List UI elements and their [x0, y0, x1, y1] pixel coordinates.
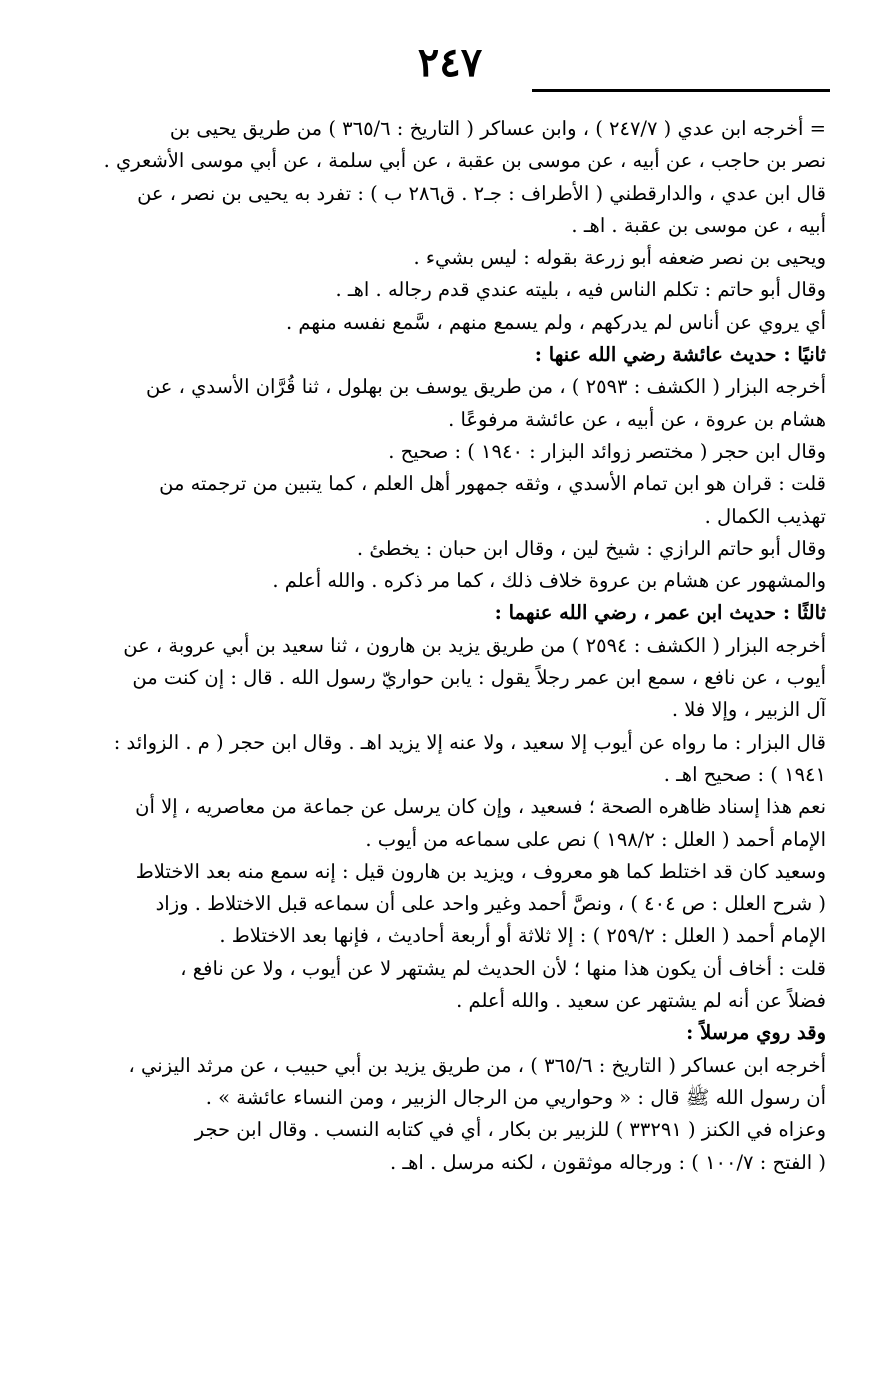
text-line: أي يروي عن أناس لم يدركهم ، ولم يسمع منهم ، سَّمع نفسه منهم .	[286, 310, 826, 334]
text-line: قلت : أخاف أن يكون هذا منها ؛ لأن الحديث لم يشتهر لا عن أيوب ، ولا عن نافع ،	[180, 956, 826, 980]
text-line: تهذيب الكمال .	[704, 504, 826, 528]
text-line: قال البزار : ما رواه عن أيوب إلا سعيد ، ولا عنه إلا يزيد اهـ . وقال ابن حجر ( م . الزوائد :	[113, 730, 826, 754]
text-line: قال ابن عدي ، والدارقطني ( الأطراف : جـ٢ . ق٢٨٦ ب ) : تفرد به يحيى بن نصر ، عن	[137, 181, 826, 205]
text-line: فضلاً عن أنه لم يشتهر عن سعيد . والله أعلم .	[456, 989, 826, 1013]
text-line: وقال أبو حاتم الرازي : شيخ لين ، وقال ابن حبان : يخطئ .	[356, 536, 826, 560]
text-line: نصر بن حاجب ، عن أبيه ، عن موسى بن عقبة ، عن أبي سلمة ، عن أبي موسى الأشعري .	[103, 149, 826, 173]
text-line: قلت : قران هو ابن تمام الأسدي ، وثقه جمهور أهل العلم ، كما يتبين من ترجمته من	[159, 472, 826, 496]
text-line: ويحيى بن نصر ضعفه أبو زرعة بقوله : ليس بشيء .	[413, 246, 826, 270]
text-line: = أخرجه ابن عدي ( ٢٤٧/٧ ) ، وابن عساكر ( التاريخ : ٣٦٥/٦ ) من طريق يحيى بن	[169, 117, 826, 140]
text-line: أخرجه البزار ( الكشف : ٢٥٩٤ ) من طريق يزيد بن هارون ، ثنا سعيد بن أبي عروبة ، عن	[123, 633, 826, 657]
text-line: أخرجه البزار ( الكشف : ٢٥٩٣ ) ، من طريق يوسف بن بهلول ، ثنا قُرَّان الأسدي ، عن	[145, 375, 826, 399]
text-line: الإمام أحمد ( العلل : ٢٥٩/٢ ) : إلا ثلاثة أو أربعة أحاديث ، فإنها بعد الاختلاط .	[219, 924, 826, 948]
text-line: أخرجه ابن عساكر ( التاريخ : ٣٦٥/٦ ) ، من طريق يزيد بن أبي حبيب ، عن مرثد اليزني ،	[128, 1053, 826, 1077]
text-line: آل الزبير ، وإلا فلا .	[671, 698, 826, 722]
section-heading: وقد روي مرسلاً :	[686, 1021, 826, 1045]
text-line: الإمام أحمد ( العلل : ١٩٨/٢ ) نص على سماعه من أيوب .	[365, 827, 826, 851]
header-rule	[532, 89, 830, 92]
text-line: والمشهور عن هشام بن عروة خلاف ذلك ، كما مر ذكره . والله أعلم .	[272, 569, 826, 593]
text-line: وقال ابن حجر ( مختصر زوائد البزار : ١٩٤٠ ) : صحيح .	[388, 439, 826, 463]
text-line: وقال أبو حاتم : تكلم الناس فيه ، بليته عندي قدم رجاله . اهـ .	[335, 278, 826, 302]
text-line: أبيه ، عن موسى بن عقبة . اهـ .	[571, 213, 826, 237]
section-heading: ثانيًا : حديث عائشة رضي الله عنها :	[534, 343, 826, 367]
text-line: نعم هذا إسناد ظاهره الصحة ؛ فسعيد ، وإن كان يرسل عن جماعة من معاصريه ، إلا أن	[135, 795, 826, 819]
text-line: ( الفتح : ١٠٠/٧ ) : ورجاله موثقون ، لكنه مرسل . اهـ .	[390, 1150, 826, 1174]
body-text	[56, 113, 826, 1179]
text-line: ( شرح العلل : ص ٤٠٤ ) ، ونصَّ أحمد وغير واحد على أن سماعه قبل الاختلاط . وزاد	[155, 892, 826, 916]
text-line: وعزاه في الكنز ( ٣٣٢٩١ ) للزبير بن بكار ، أي في كتابه النسب . وقال ابن حجر	[194, 1118, 826, 1142]
text-line: أن رسول الله ﷺ قال : « وحواريي من الرجال الزبير ، ومن النساء عائشة » .	[205, 1085, 826, 1109]
section-heading: ثالثًا : حديث ابن عمر ، رضي الله عنهما :	[494, 601, 826, 625]
text-line: أيوب ، عن نافع ، سمع ابن عمر رجلاً يقول : يابن حواريّ رسول الله . قال : إن كنت من	[132, 666, 826, 690]
page-number: ٢٤٧	[417, 39, 483, 86]
text-line: هشام بن عروة ، عن أبيه ، عن عائشة مرفوعًا .	[448, 407, 826, 431]
text-line: ١٩٤١ ) : صحيح اهـ .	[663, 762, 826, 786]
text-line: وسعيد كان قد اختلط كما هو معروف ، ويزيد بن هارون قيل : إنه سمع منه بعد الاختلاط	[135, 859, 826, 883]
